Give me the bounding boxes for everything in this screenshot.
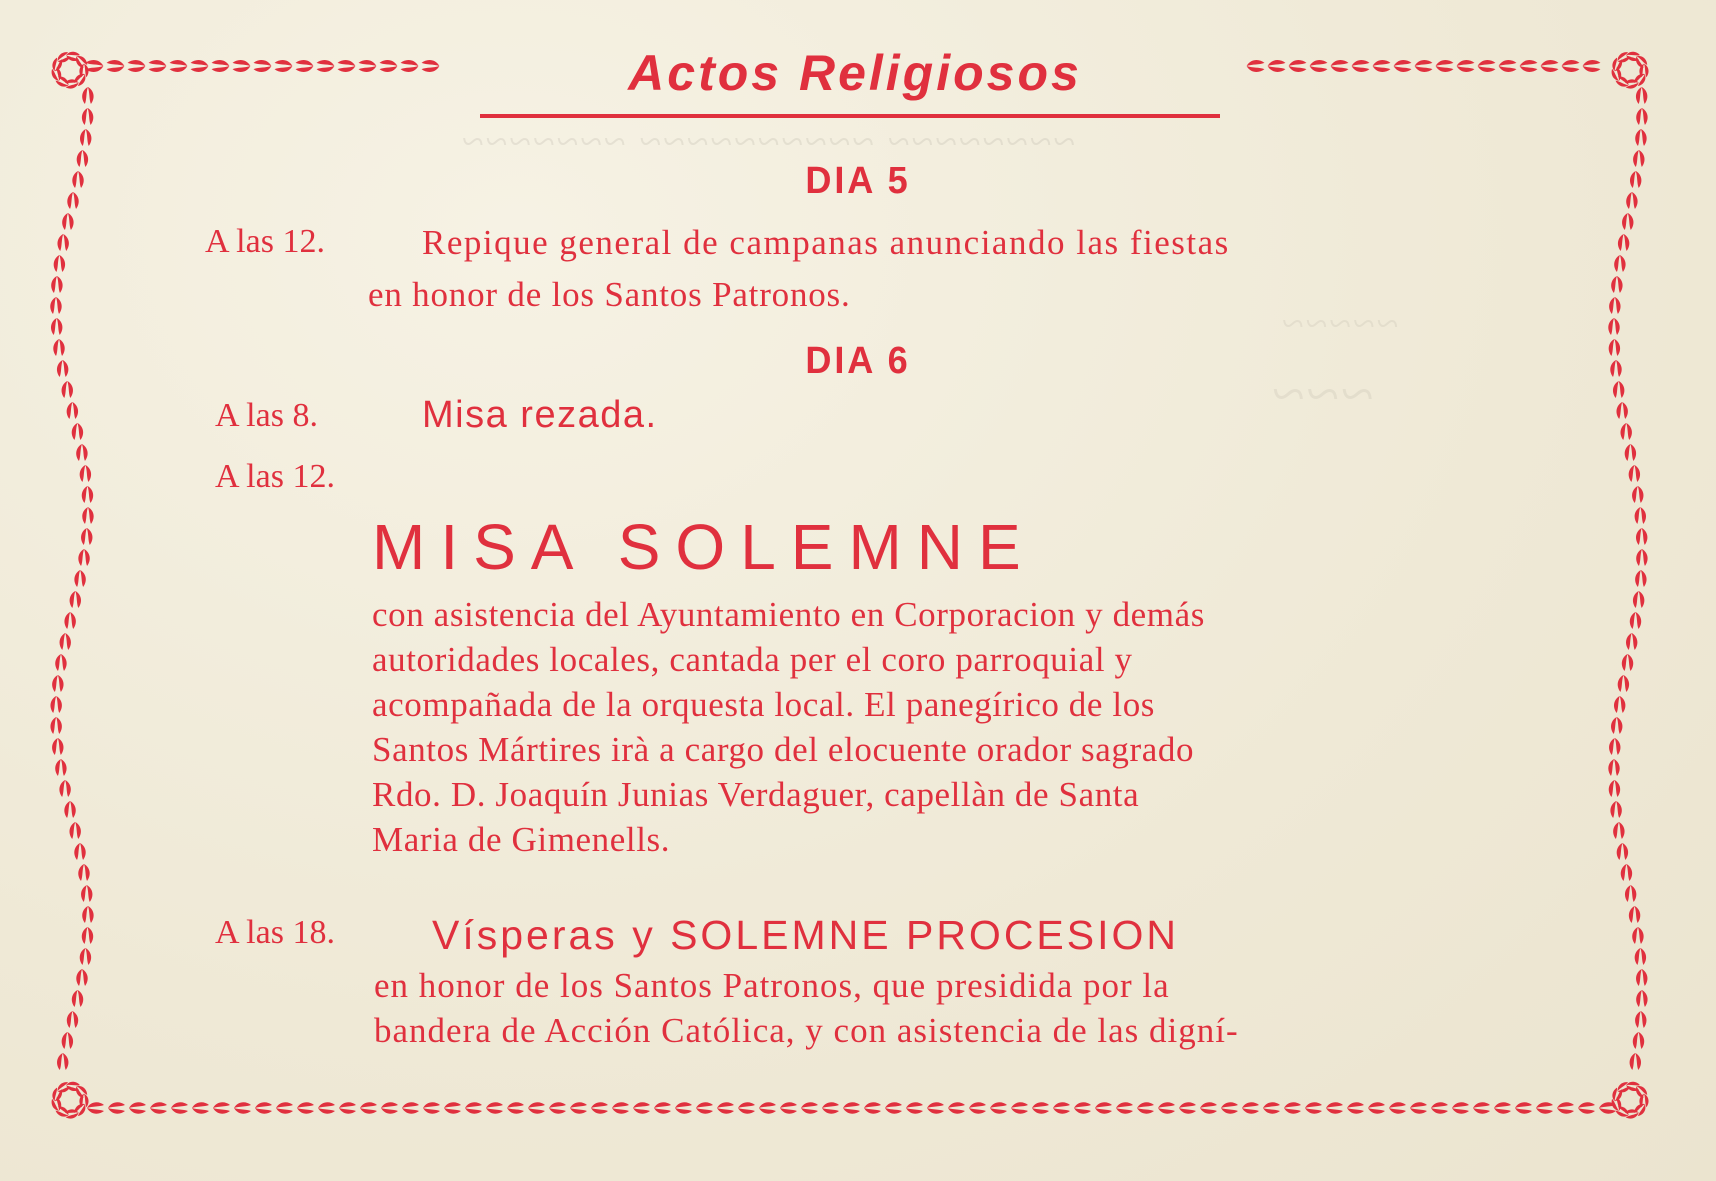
laurel-leaf-icon <box>255 1102 272 1113</box>
laurel-leaf-icon <box>1331 60 1349 72</box>
laurel-leaf-icon <box>74 843 85 860</box>
laurel-leaf-icon <box>128 60 146 72</box>
laurel-leaf-icon <box>380 60 398 72</box>
laurel-leaf-icon <box>1011 1102 1028 1113</box>
laurel-leaf-icon <box>254 60 272 72</box>
laurel-leaf-icon <box>1636 990 1647 1007</box>
laurel-leaf-icon <box>1536 1102 1553 1113</box>
laurel-leaf-icon <box>150 1102 167 1113</box>
laurel-leaf-icon <box>82 486 93 503</box>
laurel-leaf-icon <box>738 1102 755 1113</box>
laurel-leaf-icon <box>191 60 209 72</box>
laurel-leaf-icon <box>1635 1011 1646 1028</box>
text-line: Maria de Gimenells. <box>372 820 671 859</box>
laurel-leaf-icon <box>67 1011 78 1028</box>
laurel-leaf-icon <box>465 1102 482 1113</box>
laurel-leaf-icon <box>1352 60 1370 72</box>
laurel-leaf-icon <box>1415 60 1433 72</box>
event-text: Misa rezada. <box>422 394 658 436</box>
laurel-leaf-icon <box>81 885 92 902</box>
laurel-leaf-icon <box>401 60 419 72</box>
laurel-leaf-icon <box>1436 60 1454 72</box>
laurel-leaf-icon <box>1617 843 1628 860</box>
laurel-leaf-icon <box>51 696 62 713</box>
laurel-leaf-icon <box>780 1102 797 1113</box>
laurel-leaf-icon <box>1473 1102 1490 1113</box>
laurel-leaf-icon <box>591 1102 608 1113</box>
laurel-leaf-icon <box>1608 759 1619 776</box>
laurel-leaf-icon <box>1609 780 1620 797</box>
laurel-leaf-icon <box>1609 738 1620 755</box>
laurel-leaf-icon <box>1494 1102 1511 1113</box>
laurel-leaf-icon <box>1389 1102 1406 1113</box>
time-label: A las 8. <box>215 397 318 434</box>
text-line: en honor de los Santos Patronos. <box>368 275 851 314</box>
laurel-leaf-icon <box>62 1032 73 1049</box>
laurel-leaf-icon <box>297 1102 314 1113</box>
time-label: A las 12. <box>205 223 325 260</box>
laurel-leaf-icon <box>423 1102 440 1113</box>
day-heading-5: DIA 5 <box>805 160 911 202</box>
laurel-leaf-icon <box>339 1102 356 1113</box>
laurel-leaf-icon <box>57 1053 68 1070</box>
laurel-leaf-icon <box>1179 1102 1196 1113</box>
laurel-leaf-icon <box>1373 60 1391 72</box>
laurel-leaf-icon <box>1410 1102 1427 1113</box>
laurel-leaf-icon <box>1032 1102 1049 1113</box>
text-line: Repique general de campanas anunciando las fiestas <box>422 223 1230 262</box>
laurel-leaf-icon <box>1636 87 1647 104</box>
bleed-through-text: ~~~~~~~~ ~~~~~~~~~~ ~~~~~~~ <box>460 119 1076 164</box>
laurel-leaf-icon <box>1609 297 1620 314</box>
laurel-leaf-icon <box>1636 969 1647 986</box>
laurel-leaf-icon <box>78 549 89 566</box>
laurel-leaf-icon <box>1452 1102 1469 1113</box>
laurel-leaf-icon <box>507 1102 524 1113</box>
day-heading-6: DIA 6 <box>805 340 911 382</box>
laurel-leaf-icon <box>1626 633 1637 650</box>
laurel-leaf-icon <box>1630 612 1641 629</box>
laurel-leaf-icon <box>381 1102 398 1113</box>
laurel-leaf-icon <box>444 1102 461 1113</box>
laurel-leaf-icon <box>1614 696 1625 713</box>
laurel-leaf-icon <box>212 60 230 72</box>
laurel-leaf-icon <box>1633 591 1644 608</box>
laurel-leaf-icon <box>1053 1102 1070 1113</box>
laurel-leaf-icon <box>1562 60 1580 72</box>
laurel-leaf-icon <box>1613 381 1624 398</box>
laurel-leaf-icon <box>234 1102 251 1113</box>
event-description <box>374 963 1239 1053</box>
laurel-leaf-icon <box>675 1102 692 1113</box>
laurel-leaf-icon <box>801 1102 818 1113</box>
laurel-leaf-icon <box>1499 60 1517 72</box>
laurel-leaf-icon <box>64 612 75 629</box>
laurel-leaf-icon <box>1326 1102 1343 1113</box>
laurel-leaf-icon <box>74 570 85 587</box>
text-line: Santos Mártires irà a cargo del elocuente orador sagrado <box>372 730 1195 769</box>
laurel-leaf-icon <box>52 675 63 692</box>
laurel-leaf-icon <box>81 528 92 545</box>
laurel-leaf-icon <box>82 906 93 923</box>
laurel-leaf-icon <box>1457 60 1475 72</box>
laurel-leaf-icon <box>843 1102 860 1113</box>
laurel-leaf-icon <box>275 60 293 72</box>
laurel-leaf-icon <box>1635 570 1646 587</box>
laurel-leaf-icon <box>80 948 91 965</box>
laurel-leaf-icon <box>87 1102 104 1113</box>
laurel-leaf-icon <box>1200 1102 1217 1113</box>
laurel-leaf-icon <box>990 1102 1007 1113</box>
laurel-leaf-icon <box>1625 885 1636 902</box>
laurel-leaf-icon <box>1116 1102 1133 1113</box>
laurel-leaf-icon <box>170 60 188 72</box>
event-headline: MISA SOLEMNE <box>372 511 1036 583</box>
laurel-leaf-icon <box>213 1102 230 1113</box>
event-description <box>422 220 1230 265</box>
laurel-leaf-icon <box>948 1102 965 1113</box>
event-description <box>372 592 1205 862</box>
laurel-leaf-icon <box>1158 1102 1175 1113</box>
laurel-leaf-icon <box>82 927 93 944</box>
laurel-leaf-icon <box>1618 234 1629 251</box>
laurel-leaf-icon <box>1622 213 1633 230</box>
laurel-leaf-icon <box>1635 948 1646 965</box>
time-label: A las 18. <box>215 914 335 951</box>
laurel-leaf-icon <box>1613 822 1624 839</box>
laurel-leaf-icon <box>1629 906 1640 923</box>
laurel-leaf-icon <box>549 1102 566 1113</box>
laurel-leaf-icon <box>78 864 89 881</box>
text-line: bandera de Acción Católica, y con asistencia de las digní- <box>374 1011 1239 1050</box>
laurel-leaf-icon <box>1621 423 1632 440</box>
laurel-leaf-icon <box>1632 486 1643 503</box>
laurel-leaf-icon <box>108 1102 125 1113</box>
laurel-leaf-icon <box>1636 549 1647 566</box>
laurel-leaf-icon <box>1636 528 1647 545</box>
laurel-leaf-icon <box>633 1102 650 1113</box>
laurel-leaf-icon <box>233 60 251 72</box>
laurel-leaf-icon <box>60 633 71 650</box>
laurel-leaf-icon <box>1617 402 1628 419</box>
laurel-leaf-icon <box>82 108 93 125</box>
laurel-leaf-icon <box>64 801 75 818</box>
laurel-leaf-icon <box>129 1102 146 1113</box>
laurel-leaf-icon <box>1635 507 1646 524</box>
event-description <box>368 272 851 317</box>
laurel-leaf-icon <box>76 444 87 461</box>
laurel-leaf-icon <box>1614 255 1625 272</box>
bleed-through-text: ~~~~~ <box>1280 301 1399 346</box>
laurel-leaf-icon <box>1268 60 1286 72</box>
laurel-leaf-icon <box>76 969 87 986</box>
laurel-leaf-icon <box>107 60 125 72</box>
laurel-leaf-icon <box>1515 1102 1532 1113</box>
laurel-leaf-icon <box>80 465 91 482</box>
laurel-leaf-icon <box>1629 465 1640 482</box>
laurel-leaf-icon <box>612 1102 629 1113</box>
laurel-leaf-icon <box>338 60 356 72</box>
laurel-leaf-icon <box>1583 60 1601 72</box>
laurel-leaf-icon <box>1242 1102 1259 1113</box>
laurel-leaf-icon <box>55 759 66 776</box>
laurel-leaf-icon <box>1247 60 1265 72</box>
time-label: A las 12. <box>215 458 335 495</box>
laurel-leaf-icon <box>885 1102 902 1113</box>
laurel-leaf-icon <box>1578 1102 1595 1113</box>
page-title: Actos Religiosos <box>628 45 1082 101</box>
laurel-leaf-icon <box>296 60 314 72</box>
laurel-leaf-icon <box>1610 801 1621 818</box>
laurel-leaf-icon <box>822 1102 839 1113</box>
laurel-leaf-icon <box>276 1102 293 1113</box>
laurel-leaf-icon <box>318 1102 335 1113</box>
laurel-leaf-icon <box>1608 318 1619 335</box>
laurel-leaf-icon <box>1368 1102 1385 1113</box>
laurel-leaf-icon <box>1074 1102 1091 1113</box>
laurel-leaf-icon <box>696 1102 713 1113</box>
laurel-leaf-icon <box>1541 60 1559 72</box>
laurel-leaf-icon <box>1633 1032 1644 1049</box>
laurel-leaf-icon <box>927 1102 944 1113</box>
laurel-leaf-icon <box>1636 108 1647 125</box>
laurel-leaf-icon <box>1611 717 1622 734</box>
laurel-leaf-icon <box>1520 60 1538 72</box>
laurel-leaf-icon <box>1625 444 1636 461</box>
laurel-leaf-icon <box>51 276 62 293</box>
laurel-leaf-icon <box>149 60 167 72</box>
title-underline <box>480 114 1220 118</box>
laurel-leaf-icon <box>1621 864 1632 881</box>
laurel-leaf-icon <box>1221 1102 1238 1113</box>
text-line: autoridades locales, cantada per el coro parroquial y <box>372 640 1133 679</box>
laurel-leaf-icon <box>1263 1102 1280 1113</box>
laurel-leaf-icon <box>59 780 70 797</box>
laurel-leaf-icon <box>360 1102 377 1113</box>
laurel-leaf-icon <box>70 822 81 839</box>
laurel-leaf-icon <box>317 60 335 72</box>
text-line: acompañada de la orquesta local. El panegírico de los <box>372 685 1156 724</box>
laurel-leaf-icon <box>67 402 78 419</box>
laurel-leaf-icon <box>1557 1102 1574 1113</box>
laurel-leaf-icon <box>55 654 66 671</box>
laurel-leaf-icon <box>1310 60 1328 72</box>
laurel-leaf-icon <box>171 1102 188 1113</box>
laurel-leaf-icon <box>62 381 73 398</box>
laurel-leaf-icon <box>82 87 93 104</box>
laurel-leaf-icon <box>1618 675 1629 692</box>
laurel-leaf-icon <box>906 1102 923 1113</box>
laurel-leaf-icon <box>82 507 93 524</box>
laurel-leaf-icon <box>80 129 91 146</box>
laurel-leaf-icon <box>1137 1102 1154 1113</box>
laurel-leaf-icon <box>1284 1102 1301 1113</box>
text-line: con asistencia del Ayuntamiento en Corporacion y demás <box>372 595 1205 634</box>
laurel-leaf-icon <box>1394 60 1412 72</box>
laurel-leaf-icon <box>654 1102 671 1113</box>
laurel-leaf-icon <box>58 234 69 251</box>
laurel-leaf-icon <box>1478 60 1496 72</box>
laurel-leaf-icon <box>72 990 83 1007</box>
laurel-leaf-icon <box>50 717 61 734</box>
laurel-leaf-icon <box>1305 1102 1322 1113</box>
laurel-leaf-icon <box>72 423 83 440</box>
laurel-leaf-icon <box>1095 1102 1112 1113</box>
laurel-leaf-icon <box>192 1102 209 1113</box>
laurel-leaf-icon <box>51 318 62 335</box>
text-line: Rdo. D. Joaquín Junias Verdaguer, capellàn de Santa <box>372 775 1140 814</box>
laurel-leaf-icon <box>1611 276 1622 293</box>
laurel-leaf-icon <box>717 1102 734 1113</box>
laurel-leaf-icon <box>54 255 65 272</box>
laurel-leaf-icon <box>1630 1053 1641 1070</box>
laurel-leaf-icon <box>1289 60 1307 72</box>
laurel-leaf-icon <box>70 591 81 608</box>
laurel-leaf-icon <box>969 1102 986 1113</box>
laurel-leaf-icon <box>359 60 377 72</box>
laurel-leaf-icon <box>52 738 63 755</box>
laurel-leaf-icon <box>62 213 73 230</box>
laurel-leaf-icon <box>1431 1102 1448 1113</box>
laurel-leaf-icon <box>570 1102 587 1113</box>
bleed-through-text: ~~~ <box>1270 361 1374 427</box>
text-line: en honor de los Santos Patronos, que presidida por la <box>374 966 1170 1005</box>
laurel-leaf-icon <box>1632 927 1643 944</box>
laurel-leaf-icon <box>1635 129 1646 146</box>
event-headline: Vísperas y SOLEMNE PROCESION <box>432 912 1180 958</box>
laurel-leaf-icon <box>1622 654 1633 671</box>
laurel-leaf-icon <box>486 1102 503 1113</box>
laurel-leaf-icon <box>759 1102 776 1113</box>
laurel-leaf-icon <box>50 297 61 314</box>
laurel-leaf-icon <box>422 60 440 72</box>
laurel-leaf-icon <box>402 1102 419 1113</box>
laurel-leaf-icon <box>864 1102 881 1113</box>
laurel-leaf-icon <box>1347 1102 1364 1113</box>
laurel-leaf-icon <box>528 1102 545 1113</box>
